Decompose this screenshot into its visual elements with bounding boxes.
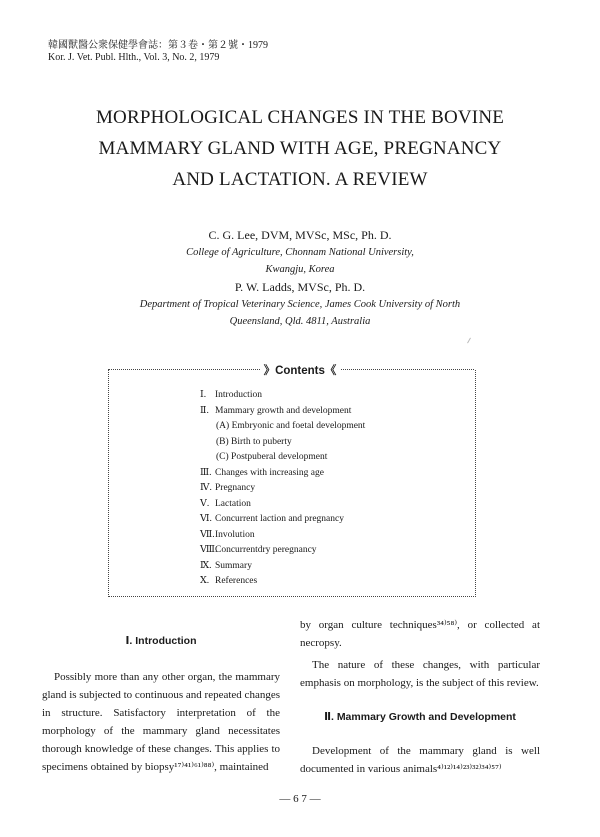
title-line-1: MORPHOLOGICAL CHANGES IN THE BOVINE bbox=[95, 107, 505, 128]
journal-korean: 韓國獸醫公衆保健學會誌：第３卷・第２號・1979 bbox=[48, 40, 268, 51]
paragraph: Development of the mammary gland is well documented in various animals⁴⁾¹²⁾¹⁴⁾²³⁾³²⁾³⁴⁾⁵⁷⁾ bbox=[300, 745, 540, 775]
author-1-affiliation bbox=[0, 244, 600, 278]
contents-item-number: Ⅱ. bbox=[200, 405, 209, 416]
contents-item-label: Pregnancy bbox=[215, 483, 256, 493]
contents-item bbox=[200, 450, 365, 466]
contents-item-label: Summary bbox=[215, 560, 252, 571]
contents-heading-text: 》Contents《 bbox=[260, 365, 341, 377]
affiliation-line: Kwangju, Korea bbox=[265, 264, 335, 275]
scan-mark bbox=[467, 338, 471, 344]
contents-item bbox=[200, 497, 365, 513]
contents-item-number: Ⅵ. bbox=[200, 514, 212, 524]
section-heading-introduction: Ⅰ. Introduction bbox=[125, 635, 197, 647]
contents-item-number: Ⅲ. bbox=[200, 467, 212, 478]
right-column bbox=[300, 616, 540, 778]
author-2-affiliation bbox=[0, 296, 600, 330]
contents-item-label: (C) Postpuberal development bbox=[216, 452, 328, 462]
contents-item-number: Ⅰ. bbox=[200, 390, 207, 400]
contents-item-label: Mammary growth and development bbox=[215, 405, 352, 416]
contents-item bbox=[200, 404, 365, 420]
section-heading-mammary-growth: Ⅱ. Mammary Growth and Development bbox=[324, 711, 516, 723]
contents-item-number: Ⅸ. bbox=[200, 560, 212, 571]
paragraph: by organ culture techniques³⁴⁾⁵⁸⁾, or collected at necropsy. bbox=[300, 619, 540, 649]
contents-item-label: Concurrentdry peregnancy bbox=[215, 545, 317, 555]
contents-item-label: Changes with increasing age bbox=[215, 467, 324, 478]
journal-header bbox=[48, 40, 268, 64]
contents-item bbox=[200, 481, 365, 497]
journal-english: Kor. J. Vet. Publ. Hlth., Vol. 3, No. 2, 1979 bbox=[48, 52, 220, 63]
left-column bbox=[42, 616, 280, 776]
contents-item-label: References bbox=[215, 576, 258, 586]
contents-item-number: Ⅹ. bbox=[200, 576, 210, 586]
article-title bbox=[0, 102, 600, 195]
author-1-name: C. G. Lee, DVM, MVSc, MSc, Ph. D. bbox=[208, 228, 392, 242]
contents-list bbox=[200, 388, 365, 590]
author-2-name: P. W. Ladds, MVSc, Ph. D. bbox=[234, 280, 366, 294]
contents-item-label: (A) Embryonic and foetal development bbox=[216, 421, 366, 431]
affiliation-line: Department of Tropical Veterinary Science, James Cook University of North bbox=[139, 299, 461, 310]
contents-item bbox=[200, 419, 365, 435]
contents-item bbox=[200, 574, 365, 590]
contents-item-label: Involution bbox=[215, 529, 255, 540]
paragraph: The nature of these changes, with particular emphasis on morphology, is the subject of this review. bbox=[300, 659, 540, 689]
contents-item-number: Ⅶ. bbox=[200, 529, 215, 540]
contents-heading bbox=[0, 362, 600, 378]
contents-item-number: Ⅷ. bbox=[200, 545, 218, 555]
contents-item bbox=[200, 528, 365, 544]
title-line-3: AND LACTATION. A REVIEW bbox=[172, 169, 428, 190]
contents-item-label: (B) Birth to puberty bbox=[216, 436, 292, 447]
contents-item-label: Lactation bbox=[215, 498, 251, 509]
contents-item-number: Ⅴ. bbox=[200, 498, 210, 509]
contents-item-label: Concurrent laction and pregnancy bbox=[215, 514, 344, 524]
contents-item bbox=[200, 435, 365, 451]
title-line-2: MAMMARY GLAND WITH AGE, PREGNANCY bbox=[98, 138, 502, 159]
contents-item bbox=[200, 466, 365, 482]
contents-item-label: Introduction bbox=[215, 390, 262, 400]
affiliation-line: College of Agriculture, Chonnam National University, bbox=[186, 247, 414, 258]
affiliation-line: Queensland, Qld. 4811, Australia bbox=[229, 316, 371, 327]
contents-item bbox=[200, 559, 365, 575]
contents-item-number: Ⅳ. bbox=[200, 483, 212, 493]
paragraph: Possibly more than any other organ, the mammary gland is subjected to continuous and repeated changes in structure. Satisfactory interpretation of the morphology of the mammary gland necessitates thorough knowledge of these changes. This applies to specimens obtained by biopsy¹⁷⁾⁴¹⁾⁶¹⁾⁸⁸⁾, maintained bbox=[42, 671, 280, 773]
contents-item bbox=[200, 512, 365, 528]
contents-item bbox=[200, 543, 365, 559]
contents-item bbox=[200, 388, 365, 404]
page-number: — 6 7 — bbox=[279, 793, 321, 805]
